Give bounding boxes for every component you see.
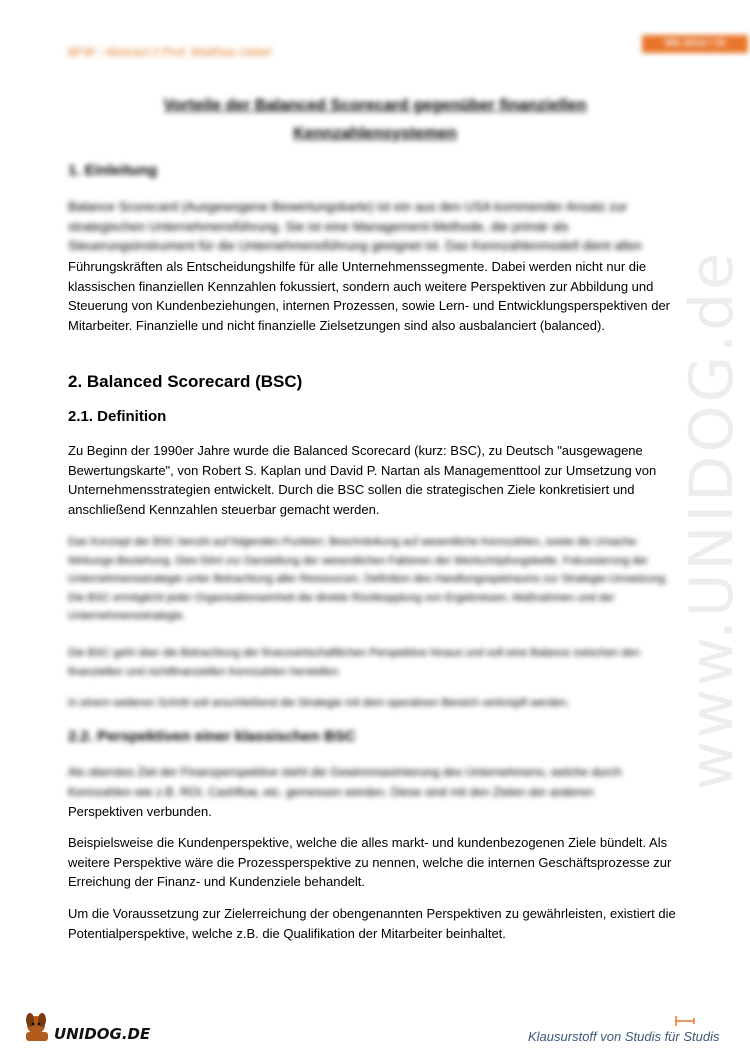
section-heading-einleitung: 1. Einleitung	[68, 162, 158, 179]
subsection-heading-definition: 2.1. Definition	[68, 408, 167, 425]
logo-text: UNIDOG.DE	[54, 1025, 151, 1043]
intro-paragraph-blurred: Balance Scorecard (Ausgewogene Bewertungskarte) ist ein aus den USA kommender Ansatz zur strategischen Unternehmensführung. Sie ist eine Management-Methode, die primär als Steuerungsinstrument für die Unternehmensführung geeignet ist. Das Kennzahlenmodell dient allen	[68, 199, 642, 253]
intro-paragraph: Führungskräften als Entscheidungshilfe für alle Unternehmenssegmente. Dabei werden nicht nur die klassischen finanziellen Kennzahlen fokussiert, sondern auch weitere Perspektiven zur Abbildung und Steuerung von Kundenbeziehungen, internen Prozessen, sowie Lern- und Entwicklungsperspektiven der Mitarbeiter. Finanzielle und nicht finanzielle Zielsetzungen sind also ausbalanciert (balanced).	[68, 259, 670, 333]
semester-badge: WS 2014 / 15	[642, 35, 748, 53]
schritt-paragraph-blurred: In einem weiteren Schritt soll anschließend die Strategie mit dem operativen Bereich verknüpft werden.	[68, 697, 570, 709]
unidog-logo[interactable]	[22, 1008, 152, 1046]
subsection-heading-perspektiven: 2.2. Perspektiven einer klassischen BSC	[68, 728, 356, 745]
watermark: www.UNIDOG.de	[677, 249, 747, 791]
potential-paragraph: Um die Voraussetzung zur Zielerreichung der obengenannten Perspektiven zu gewährleisten, existiert die Potentialperspektive, welche z.B. die Qualifikation der Mitarbeiter beinhaltet.	[68, 906, 676, 941]
footer-tagline: Klausurstoff von Studis für Studis	[528, 1029, 720, 1044]
kunden-paragraph: Beispielsweise die Kundenperspektive, welche die alles markt- und kundenbezogenen Ziele bündelt. Als weitere Perspektive wäre die Prozessperspektive zu nennen, welche die internen Geschäftsprozesse zur Erreichung der Finanz- und Kundenziele behandelt.	[68, 835, 672, 889]
document-title: Vorteile der Balanced Scorecard gegenüber finanziellen Kennzahlensystemen	[163, 97, 587, 142]
finanz-paragraph-blurred: Als oberstes Ziel der Finanzperspektive steht die Gewinnmaximierung des Unternehmens, welche durch Kennzahlen wie z.B. ROI, Cashflow, etc. gemessen werden. Diese sind mit den Zielen der anderen	[68, 765, 622, 799]
finanz-paragraph-end: Perspektiven verbunden.	[68, 804, 212, 819]
konzept-paragraph-blurred: Das Konzept der BSC beruht auf folgenden Punkten: Beschränkung auf wesentliche Kennzahlen, sowie die Ursache-Wirkungs-Beziehung. Dies führt zur Darstellung der wesentlichen Faktoren der Wertschöpfungskette. Fokussierung der Unternehmensstrategie unter Betrachtung aller Ressourcen. Definition des Handlungsspielraums zur Strategie-Umsetzung. Die BSC ermöglicht jeder Organisationseinheit die direkte Rückkopplung von Ergebnissen, Maßnahmen und der Unternehmensstrategie.	[68, 536, 668, 622]
section-heading-bsc: 2. Balanced Scorecard (BSC)	[68, 372, 303, 391]
definition-paragraph: Zu Beginn der 1990er Jahre wurde die Balanced Scorecard (kurz: BSC), zu Deutsch "ausgewagene Bewertungskarte", von Robert S. Kaplan und David P. Nartan als Managementtool zur Umsetzung von Unternehmensstrategien entwickelt. Durch die BSC sollen die strategischen Ziele konkretisiert und anschließend Kennzahlen steuerbar gemacht werden.	[68, 443, 657, 517]
balance-paragraph-blurred: Die BSC geht über die Betrachtung der finanzwirtschaftlichen Perspektive hinaus und soll eine Balance zwischen den finanziellen und nichtfinanziellen Kennzahlen herstellen.	[68, 647, 640, 678]
header-author: BFW - Abstract // Prof. Matthias Uebel	[68, 45, 271, 59]
